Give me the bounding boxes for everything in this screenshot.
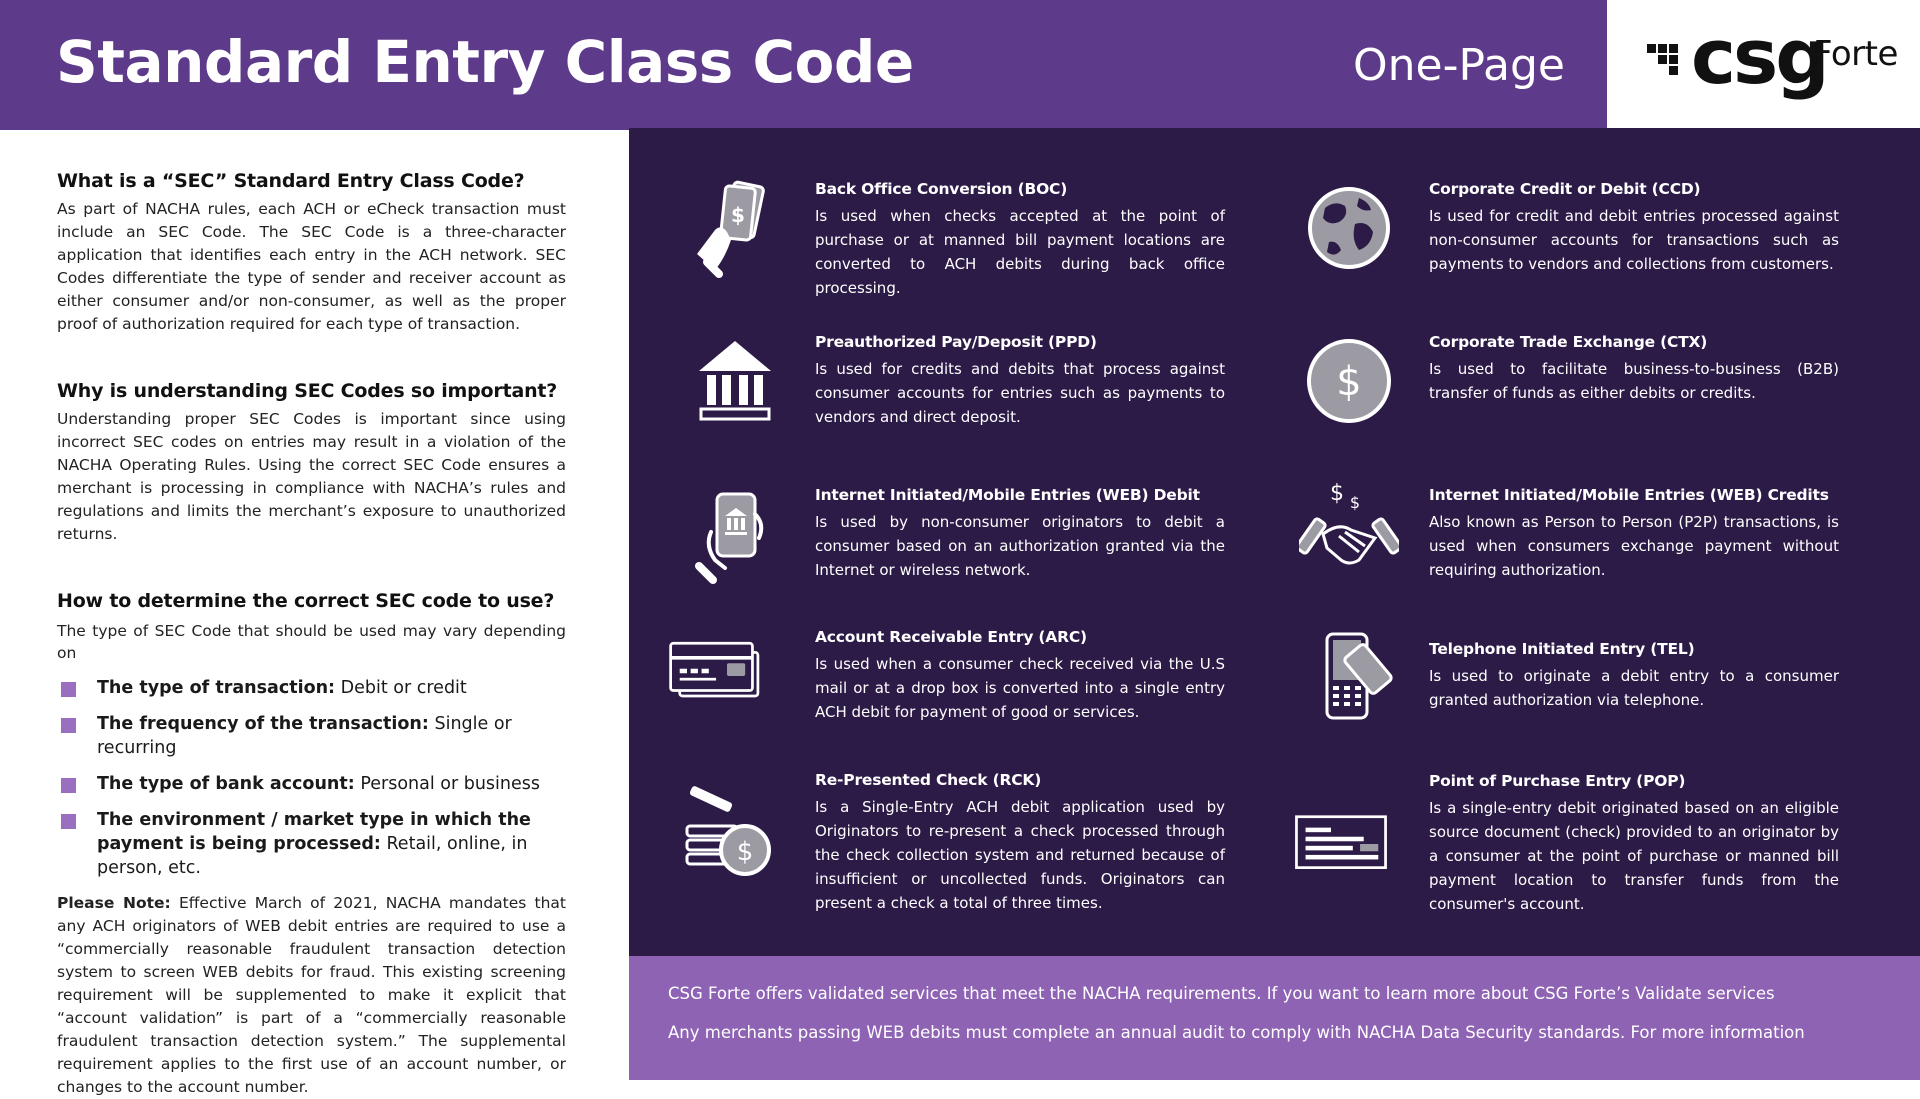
page-title: Standard Entry Class Code <box>56 28 914 96</box>
footer-banner <box>629 956 1920 1080</box>
sec-code-desc: Is used for credits and debits that process against consumer accounts for entries such as payments to vendors and direct deposit. <box>815 360 1225 426</box>
factor-value: Single or recurring <box>97 714 512 758</box>
factor-label: The frequency of the transaction: <box>97 714 429 734</box>
sec-code-title: Account Receivable Entry (ARC) <box>815 628 1087 646</box>
factor-value: Debit or credit <box>340 678 467 698</box>
logo-sub-text: Forte <box>1813 34 1898 74</box>
credit-card-icon <box>667 626 767 726</box>
note-label: Please Note: <box>57 894 171 912</box>
square-bullet-icon <box>61 778 76 793</box>
telephone-icon <box>1299 626 1399 726</box>
sec-code-desc: Is used by non-consumer originators to debit a consumer based on an authorization granted via the Internet or wireless network. <box>815 513 1225 579</box>
bank-icon <box>685 331 785 431</box>
factor-label: The type of transaction: <box>97 678 336 698</box>
factor-label: The type of bank account: <box>97 774 355 794</box>
sec-code-web-debit <box>815 486 1225 582</box>
sec-code-title: Preauthorized Pay/Deposit (PPD) <box>815 333 1097 351</box>
sec-code-desc: Is used when a consumer check received via the U.S mail or at a drop box is converted into a single entry ACH debit for payment of good or services. <box>815 655 1225 721</box>
section-heading: Why is understanding SEC Codes so important? <box>57 380 558 402</box>
factor-item <box>57 676 566 700</box>
sec-code-title: Internet Initiated/Mobile Entries (WEB) Credits <box>1429 486 1829 504</box>
sec-code-arc <box>815 628 1225 724</box>
sec-code-desc: Is used for credit and debit entries processed against non-consumer accounts for transactions such as payments to vendors and collections from customers. <box>1429 207 1839 273</box>
factor-item <box>57 808 566 880</box>
factor-value: Retail, online, in person, etc. <box>97 834 528 878</box>
coins-icon <box>679 784 779 884</box>
factor-label: The environment / market type in which the payment is being processed: <box>97 810 531 854</box>
sec-code-ccd <box>1429 180 1839 276</box>
section-how-to-determine <box>57 590 566 880</box>
csg-forte-logo <box>1607 0 1920 128</box>
mobile-bank-icon <box>685 484 785 584</box>
square-bullet-icon <box>61 814 76 829</box>
sec-code-rck <box>815 771 1225 915</box>
sec-codes-panel <box>629 128 1920 956</box>
sec-code-pop <box>1429 772 1839 916</box>
sec-code-desc: Is a single-entry debit originated based on an eligible source document (check) provided to an originator by a consumer at the point of purchase or manned bill payment location to transfer funds from the consumer's account. <box>1429 799 1839 913</box>
sec-code-title: Re-Presented Check (RCK) <box>815 771 1042 789</box>
footer-audit-text: Any merchants passing WEB debits must complete an annual audit to comply with NACHA Data Security standards. For more information <box>668 1023 1805 1042</box>
sec-code-title: Internet Initiated/Mobile Entries (WEB) Debit <box>815 486 1200 504</box>
logo-mark-icon <box>1647 44 1687 84</box>
sec-code-desc: Is used to originate a debit entry to a consumer granted authorization via telephone. <box>1429 667 1839 709</box>
header-banner <box>0 0 1607 130</box>
sec-code-title: Back Office Conversion (BOC) <box>815 180 1068 198</box>
dollar-coin-icon <box>1299 331 1399 431</box>
section-why-important <box>57 380 566 546</box>
factor-item <box>57 712 566 760</box>
sec-code-tel <box>1429 640 1839 712</box>
sec-code-title: Telephone Initiated Entry (TEL) <box>1429 640 1695 658</box>
svg-text:$: $ <box>731 203 745 227</box>
factor-item <box>57 772 566 796</box>
sec-code-boc <box>815 180 1225 300</box>
section-heading: What is a “SEC” Standard Entry Class Code? <box>57 170 525 192</box>
square-bullet-icon <box>61 682 76 697</box>
factor-value: Personal or business <box>360 774 541 794</box>
logo-main-text: csg <box>1691 12 1827 101</box>
sec-code-desc: Also known as Person to Person (P2P) transactions, is used when consumers exchange payment without requiring authorization. <box>1429 513 1839 579</box>
section-what-is-sec <box>57 170 566 336</box>
square-bullet-icon <box>61 718 76 733</box>
sec-code-title: Corporate Trade Exchange (CTX) <box>1429 333 1708 351</box>
globe-icon <box>1299 178 1399 278</box>
svg-text:$: $ <box>1336 359 1362 405</box>
note-text: Effective March of 2021, NACHA mandates that any ACH originators of WEB debit entries are required to use a “commercially reasonable fraudulent transaction detection system to screen WEB debits for fraud. This existing screening requirement will be supplemented to make it explicit that “account validation” is part of a “commercially reasonable fraudulent transaction detection system.” The supplemental requirement applies to the first use of an account number, or changes to the account number. <box>57 894 566 1096</box>
please-note <box>57 892 566 1099</box>
section-body: Understanding proper SEC Codes is important since using incorrect SEC codes on entries may result in a violation of the NACHA Operating Rules. Using the correct SEC Code ensures a merchant is processing in compliance with NACHA’s rules and regulations and limits the merchant’s exposure to unauthorized returns. <box>57 410 566 543</box>
sec-code-title: Corporate Credit or Debit (CCD) <box>1429 180 1701 198</box>
hand-cash-icon <box>685 178 785 278</box>
sec-code-desc: Is used when checks accepted at the point of purchase or at manned bill payment locations are converted to ACH debits during back office processing. <box>815 207 1225 297</box>
section-body: As part of NACHA rules, each ACH or eCheck transaction must include an SEC Code. The SEC Code is a three-character application that identifies each entry in the ACH network. SEC Codes differentiate the type of sender and receiver account as either consumer and/or non-consumer, as well as the proper proof of authorization required for each type of transaction. <box>57 200 566 333</box>
footer-validate-text: CSG Forte offers validated services that meet the NACHA requirements. If you want to learn more about CSG Forte’s Validate services <box>668 984 1775 1003</box>
svg-text:$: $ <box>736 837 754 867</box>
page-subtitle: One-Page <box>1353 40 1565 91</box>
svg-text:$: $ <box>1349 493 1361 512</box>
sec-code-desc: Is used to facilitate business-to-business (B2B) transfer of funds as either debits or credits. <box>1429 360 1839 402</box>
sec-code-web-credits <box>1429 486 1839 582</box>
sec-code-title: Point of Purchase Entry (POP) <box>1429 772 1686 790</box>
check-document-icon <box>1291 794 1391 894</box>
sec-code-desc: Is a Single-Entry ACH debit application used by Originators to re-present a check processed through the check collection system and returned because of insufficient or uncollected funds. Originators can present a check a total of three times. <box>815 798 1225 912</box>
section-heading: How to determine the correct SEC code to use? <box>57 590 555 612</box>
handshake-icon <box>1299 474 1399 574</box>
sec-code-ppd <box>815 333 1225 429</box>
section-intro: The type of SEC Code that should be used may vary depending on <box>57 622 566 662</box>
sec-code-ctx <box>1429 333 1839 405</box>
svg-text:$: $ <box>1330 481 1344 506</box>
left-column <box>57 170 566 1099</box>
